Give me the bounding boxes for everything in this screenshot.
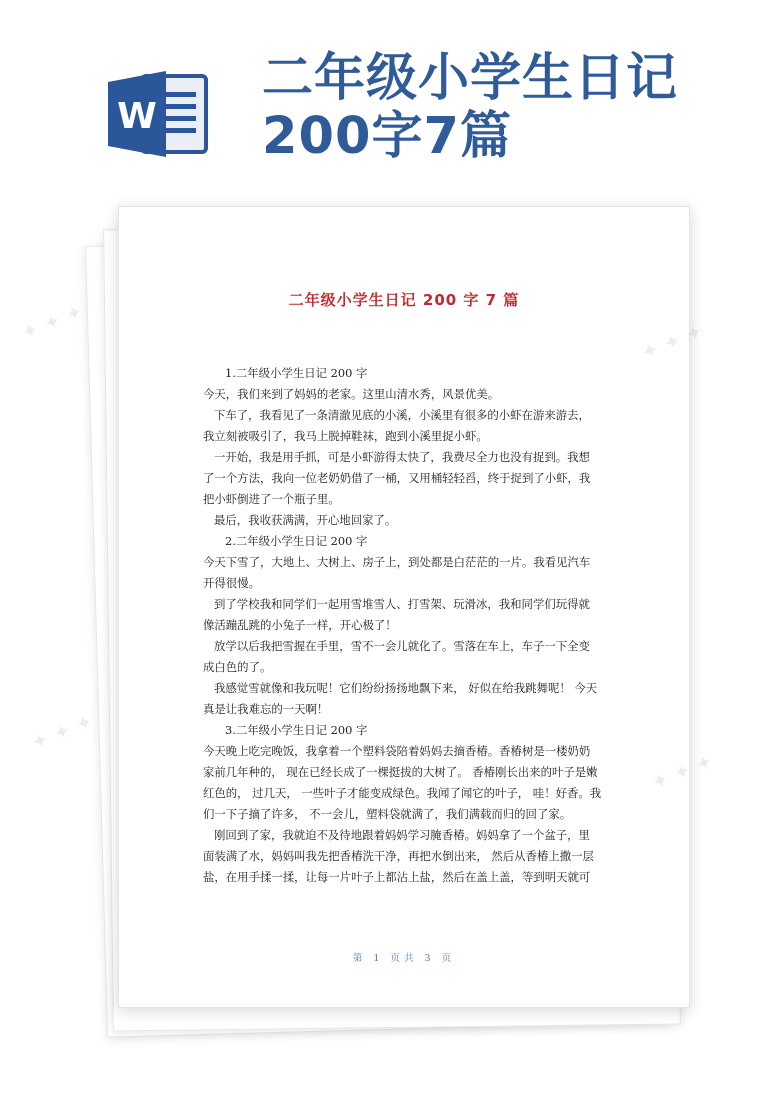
- paragraph-line: 到了学校我和同学们一起用雪堆雪人、打雪架、玩滑冰，我和同学们玩得就: [214, 597, 590, 611]
- paragraph-line: 了一个方法，我向一位老奶奶借了一桶，又用桶轻轻舀，终于捉到了小虾，我: [203, 471, 591, 485]
- paragraph-line: 面装满了水，妈妈叫我先把香椿洗干净，再把水倒出来， 然后从香椿上撒一层: [203, 849, 594, 863]
- paragraph-line: 最后，我收获满满，开心地回家了。: [214, 513, 397, 527]
- paragraph-line: 我立刻被吸引了，我马上脱掉鞋袜，跑到小溪里捉小虾。: [203, 429, 488, 443]
- paragraph-line: 今天，我们来到了妈妈的老家。这里山清水秀，风景优美。: [203, 387, 500, 401]
- header-title: [262, 50, 762, 166]
- word-icon: [108, 68, 208, 160]
- paragraph-line: 真是让我难忘的一天啊！: [203, 702, 329, 716]
- section-heading: 1.二年级小学生日记 200 字: [225, 366, 368, 380]
- header-banner: [0, 0, 780, 200]
- watermark-mark: ✦: [691, 748, 717, 778]
- paragraph-line: 成白色的了。: [203, 660, 272, 674]
- paragraph-line: 刚回到了家，我就迫不及待地跟着妈妈学习腌香椿。妈妈拿了一个盆子，里: [214, 828, 590, 842]
- watermark-mark: ✦: [681, 318, 707, 348]
- paragraph-line: 红色的， 过几天， 一些叶子才能变成绿色。我闻了闻它的叶子， 哇！好香。我: [203, 786, 602, 800]
- document-title: 二年级小学生日记 200 字 7 篇: [288, 291, 520, 309]
- paragraph-line: 我感觉雪就像和我玩呢！它们纷纷扬扬地飘下来， 好似在给我跳舞呢！ 今天: [214, 681, 598, 695]
- paragraph-line: 今天下雪了，大地上、大树上、房子上，到处都是白茫茫的一片。我看见汽车: [203, 555, 591, 569]
- header-title-line2: 200字7篇: [262, 107, 512, 166]
- page-number-footer: 第 1 页共 3 页: [352, 953, 456, 964]
- document-body: [203, 363, 603, 888]
- paragraph-line: 今天晚上吃完晚饭，我拿着一个塑料袋陪着妈妈去摘香椿。香椿树是一楼奶奶: [203, 744, 591, 758]
- paragraph-line: 把小虾倒进了一个瓶子里。: [203, 492, 340, 506]
- paragraph-line: 们一下子摘了许多， 不一会儿，塑料袋就满了，我们满载而归的回了家。: [203, 807, 572, 821]
- paragraph-line: 放学以后我把雪握在手里，雪不一会儿就化了。雪落在车上，车子一下全变: [214, 639, 590, 653]
- watermark-mark: ✦ ✦ ✦: [17, 298, 87, 346]
- paragraph-line: 开得很慢。: [203, 576, 260, 590]
- paragraph-line: 像活蹦乱跳的小兔子一样，开心极了！: [203, 618, 397, 632]
- document-page: [118, 206, 690, 1008]
- paragraph-line: 一开始，我是用手抓，可是小虾游得太快了，我费尽全力也没有捉到。我想: [214, 450, 590, 464]
- paragraph-line: 家前几年种的， 现在已经长成了一棵挺拔的大树了。 香椿刚长出来的叶子是嫩: [203, 765, 598, 779]
- watermark-mark: ✦ ✦ ✦: [27, 708, 97, 756]
- word-logo-letter: W: [117, 96, 157, 137]
- section-heading: 3.二年级小学生日记 200 字: [225, 723, 368, 737]
- paragraph-line: 盐，在用手揉一揉，让每一片叶子上都沾上盐，然后在盖上盖，等到明天就可: [203, 870, 591, 884]
- paragraph-line: 下车了，我看见了一条清澈见底的小溪，小溪里有很多的小虾在游来游去，: [214, 408, 590, 422]
- section-heading: 2.二年级小学生日记 200 字: [225, 534, 368, 548]
- header-title-line1: 二年级小学生日记: [262, 49, 679, 108]
